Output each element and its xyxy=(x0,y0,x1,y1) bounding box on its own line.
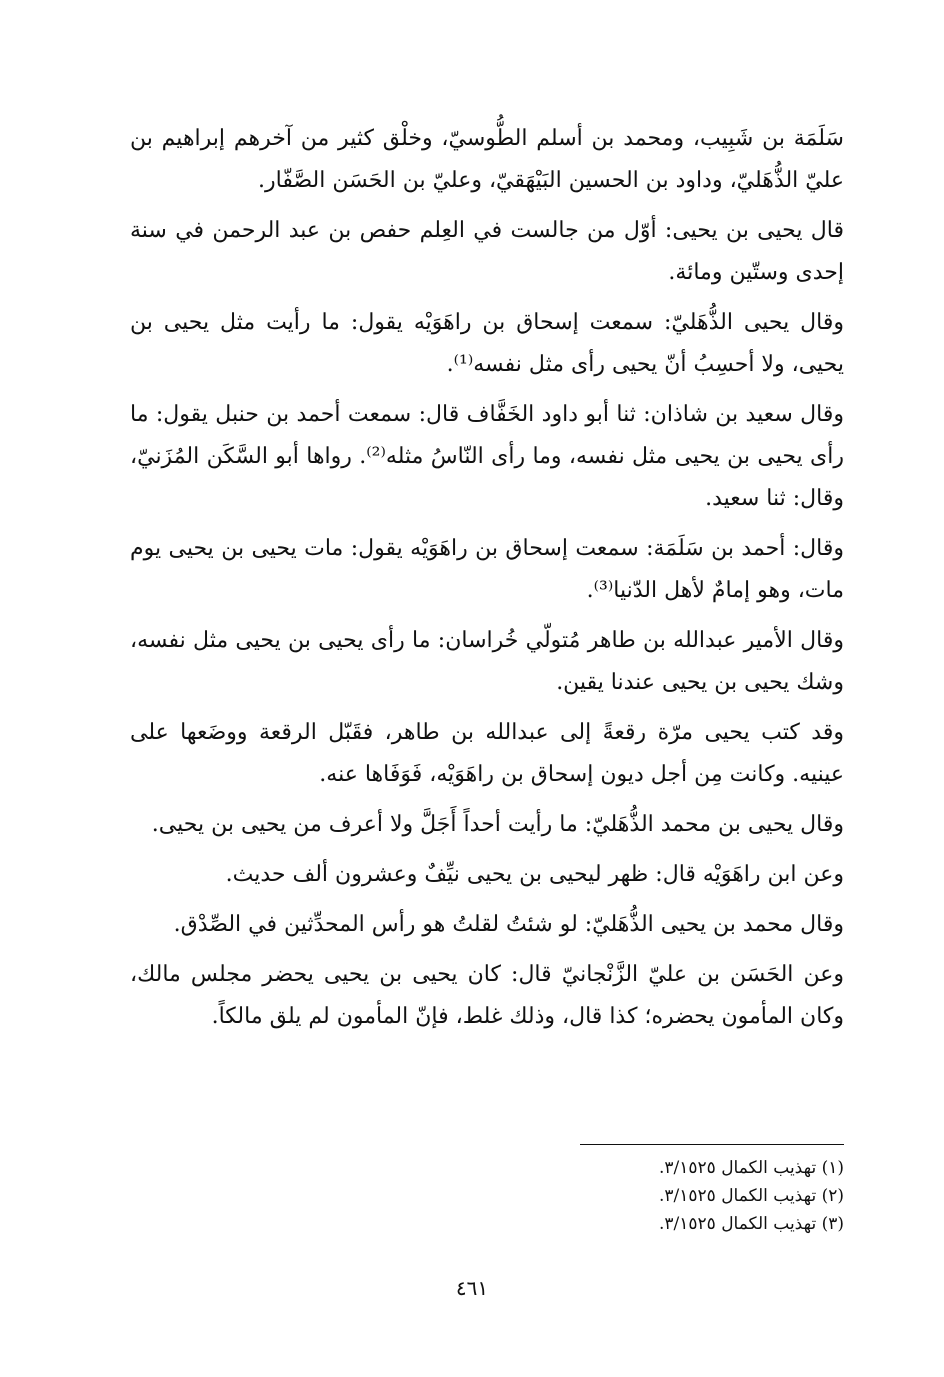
paragraph: وقال سعيد بن شاذان: ثنا أبو داود الخَفَّاف قال: سمعت أحمد بن حنبل يقول: ما رأى يحيى بن يحيى مثل نفسه، وما رأى النّاسُ مثله⁽²⁾. رواها أبو السَّكَن المُزَنيّ، وقال: ثنا سعيد. xyxy=(130,402,844,511)
paragraph: وقد كتب يحيى مرّة رقعةً إلى عبدالله بن طاهر، فقَبّل الرقعة ووضَعها على عينيه. وكانت مِن أجل ديون إسحاق بن راهَوَيْه، فَوَفَاها عنه. xyxy=(130,720,844,787)
paragraph: وقال يحيى الذُّهَليّ: سمعت إسحاق بن راهَوَيْه يقول: ما رأيت مثل يحيى بن يحيى، ولا أحسِبُ أنّ يحيى رأى مثل نفسه⁽¹⁾. xyxy=(130,310,844,377)
paragraph: وقال يحيى بن محمد الذُّهَليّ: ما رأيت أحداً أَجَلَّ ولا أعرف من يحيى بن يحيى. xyxy=(151,812,844,837)
footnote: (٣) تهذيب الكمال ٣/١٥٢٥. xyxy=(659,1214,844,1234)
footnote: (١) تهذيب الكمال ٣/١٥٢٥. xyxy=(659,1158,844,1178)
paragraph: وقال محمد بن يحيى الذُّهَليّ: لو شئتُ لقلتُ هو رأس المحدِّثين في الصِّدْق. xyxy=(173,912,844,937)
footnotes xyxy=(430,1154,844,1238)
footnote-divider xyxy=(580,1144,844,1145)
paragraph: وعن الحَسَن بن عليّ الزَّنْجانيّ قال: كان يحيى بن يحيى يحضر مجلس مالك، وكان المأمون يحضره؛ كذا قال، وذلك غلط، فإنّ المأمون لم يلق مالكاً. xyxy=(130,962,844,1029)
paragraph: وعن ابن راهَوَيْه قال: ظهر ليحيى بن يحيى نيِّفٌ وعشرون ألف حديث. xyxy=(225,862,844,887)
paragraph: وقال: أحمد بن سَلَمَة: سمعت إسحاق بن راهَوَيْه يقول: مات يحيى بن يحيى يوم مات، وهو إمامٌ لأهل الدّنيا⁽³⁾. xyxy=(130,536,845,603)
main-text xyxy=(130,118,844,1046)
paragraph: سَلَمَة بن شَبِيب، ومحمد بن أسلم الطُّوسيّ، وخلْق كثير من آخرهم إبراهيم بن عليّ الذُّهَليّ، وداود بن الحسين البَيْهَقيّ، وعليّ بن الحَسَن الصَّفّار. xyxy=(130,126,844,193)
footnote: (٢) تهذيب الكمال ٣/١٥٢٥. xyxy=(659,1186,844,1206)
paragraph: وقال الأمير عبدالله بن طاهر مُتولّي خُراسان: ما رأى يحيى بن يحيى مثل نفسه، وشك يحيى بن يحيى عندنا يقين. xyxy=(130,628,844,695)
paragraph: قال يحيى بن يحيى: أوّل من جالست في العِلم حفص بن عبد الرحمن في سنة إحدى وستّين ومائة. xyxy=(130,218,844,285)
page-number: ٤٦١ xyxy=(455,1276,489,1300)
